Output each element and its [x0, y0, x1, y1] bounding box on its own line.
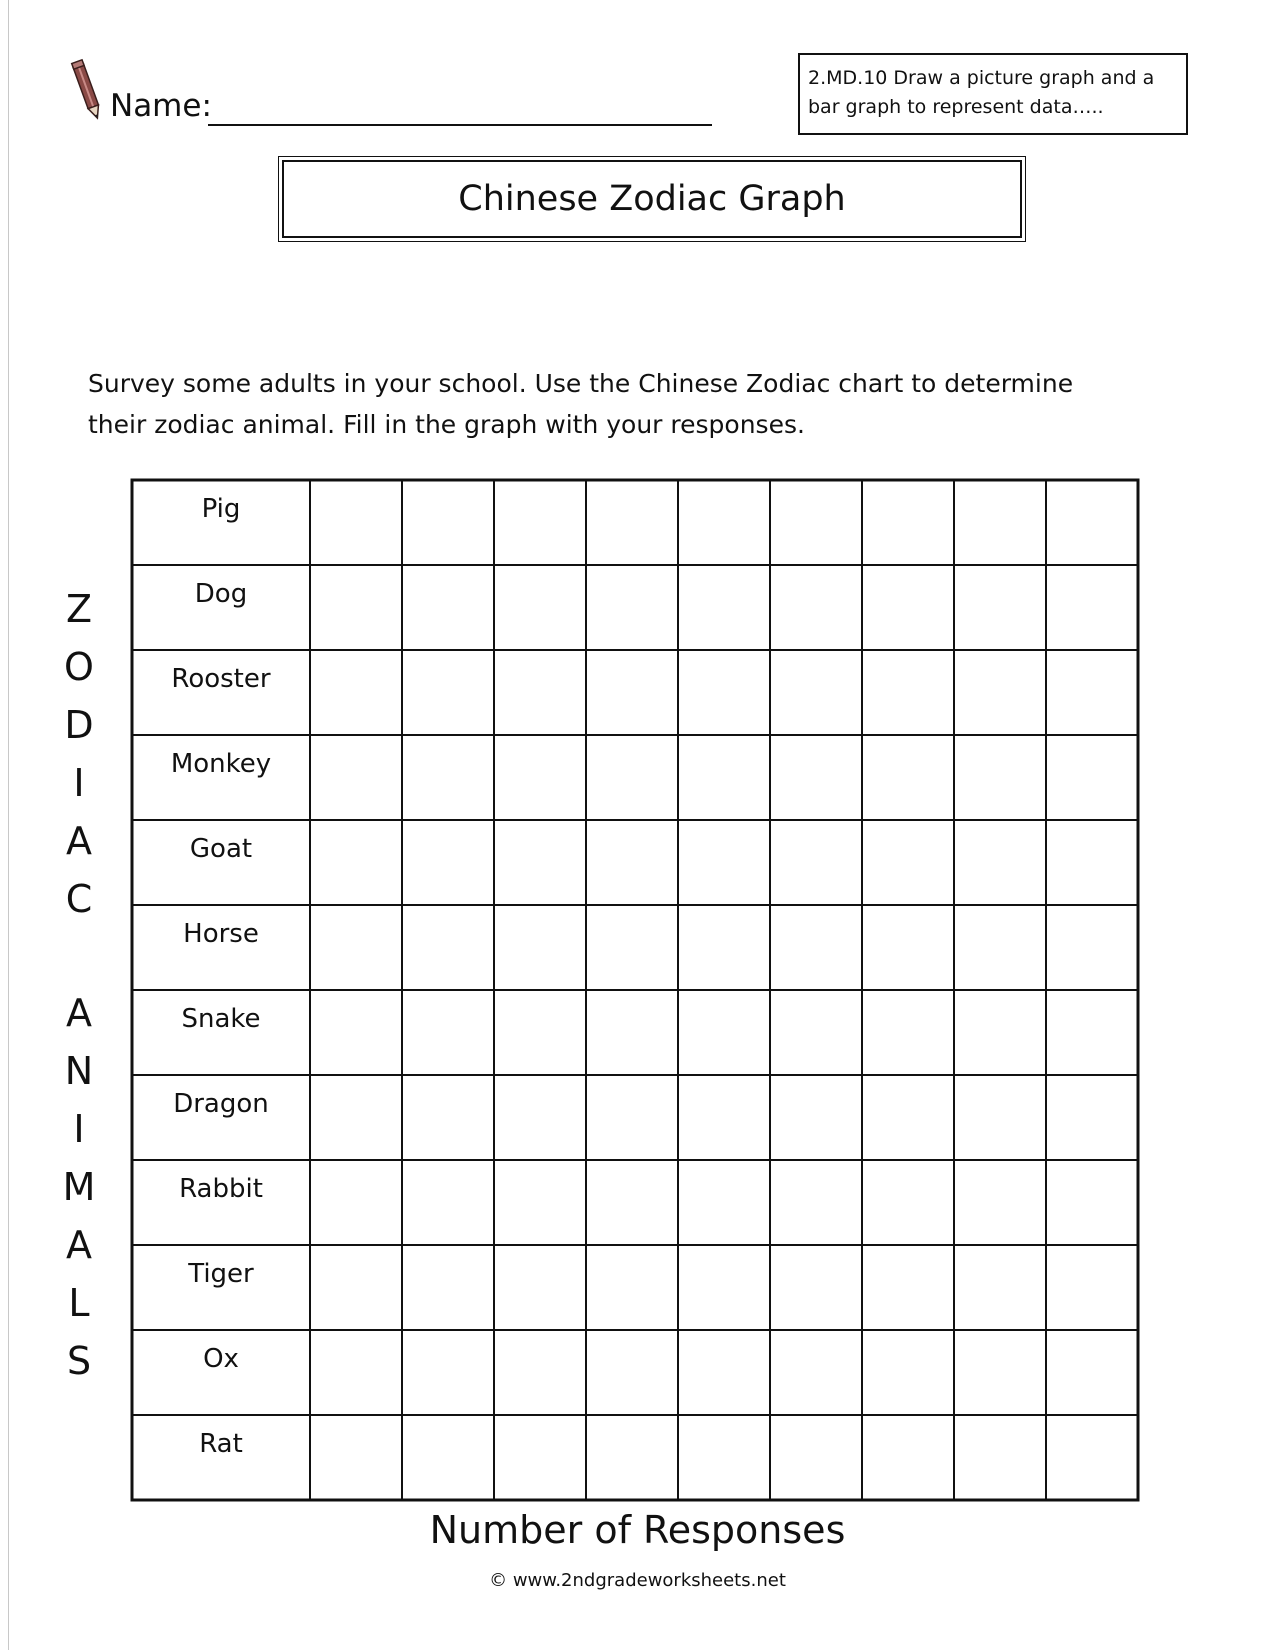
response-cell[interactable] [770, 905, 862, 990]
response-cell[interactable] [402, 1330, 494, 1415]
response-cell[interactable] [678, 990, 770, 1075]
response-cell[interactable] [586, 735, 678, 820]
response-cell[interactable] [770, 1160, 862, 1245]
vertical-label-letter: C [65, 877, 93, 921]
response-cell[interactable] [954, 1075, 1046, 1160]
response-cell[interactable] [310, 650, 402, 735]
response-cell[interactable] [1046, 1160, 1138, 1245]
response-cell[interactable] [494, 1245, 586, 1330]
row-label-dog: Dog [194, 579, 248, 609]
response-cell[interactable] [310, 1075, 402, 1160]
instructions-line-2: their zodiac animal. Fill in the graph with your responses. [88, 410, 805, 439]
row-label-dragon: Dragon [173, 1089, 269, 1119]
response-cell[interactable] [678, 650, 770, 735]
response-cell[interactable] [494, 1415, 586, 1500]
response-cell[interactable] [402, 905, 494, 990]
response-cell[interactable] [862, 480, 954, 565]
response-cell[interactable] [862, 1415, 954, 1500]
response-cell[interactable] [586, 1160, 678, 1245]
response-cell[interactable] [1046, 1330, 1138, 1415]
vertical-label-letter: L [68, 1281, 90, 1325]
response-cell[interactable] [402, 735, 494, 820]
response-cell[interactable] [1046, 990, 1138, 1075]
vertical-label-letter: M [62, 1165, 96, 1209]
vertical-label-letter: O [64, 645, 94, 689]
standard-text-line-2: bar graph to represent data….. [808, 96, 1104, 118]
row-label-pig: Pig [201, 494, 241, 524]
response-cell[interactable] [1046, 480, 1138, 565]
response-cell[interactable] [770, 1415, 862, 1500]
vertical-label-letter: N [64, 1049, 94, 1093]
response-cell[interactable] [770, 735, 862, 820]
vertical-label-letter: A [66, 1223, 92, 1267]
response-cell[interactable] [954, 820, 1046, 905]
response-cell[interactable] [954, 1160, 1046, 1245]
response-cell[interactable] [678, 1415, 770, 1500]
response-cell[interactable] [310, 1330, 402, 1415]
response-cell[interactable] [310, 565, 402, 650]
response-cell[interactable] [678, 735, 770, 820]
response-cell[interactable] [586, 1245, 678, 1330]
copyright-text: © www.2ndgradeworksheets.net [489, 1570, 786, 1591]
response-cell[interactable] [1046, 650, 1138, 735]
response-cell[interactable] [402, 990, 494, 1075]
response-cell[interactable] [954, 735, 1046, 820]
response-cell[interactable] [862, 650, 954, 735]
response-cell[interactable] [1046, 1415, 1138, 1500]
response-cell[interactable] [310, 1415, 402, 1500]
response-cell[interactable] [1046, 735, 1138, 820]
response-cell[interactable] [954, 480, 1046, 565]
response-cell[interactable] [586, 565, 678, 650]
response-cell[interactable] [310, 905, 402, 990]
response-cell[interactable] [586, 905, 678, 990]
response-cell[interactable] [494, 820, 586, 905]
response-cell[interactable] [310, 1160, 402, 1245]
instructions-line-1: Survey some adults in your school. Use the Chinese Zodiac chart to determine [88, 369, 1074, 398]
vertical-label-letter: S [66, 1339, 92, 1383]
response-cell[interactable] [862, 1160, 954, 1245]
response-cell[interactable] [310, 990, 402, 1075]
response-cell[interactable] [770, 820, 862, 905]
response-cell[interactable] [678, 905, 770, 990]
response-cell[interactable] [586, 820, 678, 905]
row-label-snake: Snake [181, 1004, 261, 1034]
row-label-monkey: Monkey [170, 749, 272, 779]
response-cell[interactable] [310, 820, 402, 905]
x-axis-label: Number of Responses [429, 1508, 846, 1552]
response-cell[interactable] [770, 565, 862, 650]
row-label-rat: Rat [199, 1429, 243, 1459]
response-cell[interactable] [402, 1245, 494, 1330]
vertical-label-letter: A [66, 991, 92, 1035]
response-cell[interactable] [678, 820, 770, 905]
vertical-label-letter: A [66, 819, 92, 863]
response-cell[interactable] [586, 1075, 678, 1160]
response-cell[interactable] [402, 1160, 494, 1245]
response-cell[interactable] [862, 1075, 954, 1160]
response-cell[interactable] [1046, 1245, 1138, 1330]
name-label: Name: [110, 88, 212, 124]
response-cell[interactable] [678, 480, 770, 565]
response-cell[interactable] [586, 990, 678, 1075]
vertical-label-letter: I [73, 761, 85, 805]
row-label-horse: Horse [183, 919, 259, 949]
response-cell[interactable] [862, 1330, 954, 1415]
response-cell[interactable] [1046, 1075, 1138, 1160]
row-label-tiger: Tiger [188, 1259, 254, 1289]
page-title: Chinese Zodiac Graph [282, 160, 1022, 238]
response-cell[interactable] [586, 650, 678, 735]
response-cell[interactable] [402, 650, 494, 735]
response-cell[interactable] [678, 1330, 770, 1415]
response-cell[interactable] [1046, 905, 1138, 990]
response-cell[interactable] [310, 735, 402, 820]
vertical-label-letter: D [64, 703, 94, 747]
response-cell[interactable] [586, 1330, 678, 1415]
response-cell[interactable] [954, 905, 1046, 990]
response-cell[interactable] [770, 990, 862, 1075]
response-cell[interactable] [770, 1330, 862, 1415]
response-cell[interactable] [494, 990, 586, 1075]
response-cell[interactable] [678, 1075, 770, 1160]
response-cell[interactable] [954, 1330, 1046, 1415]
response-cell[interactable] [770, 650, 862, 735]
response-cell[interactable] [1046, 565, 1138, 650]
response-cell[interactable] [402, 1075, 494, 1160]
row-label-rabbit: Rabbit [179, 1174, 263, 1204]
response-cell[interactable] [954, 990, 1046, 1075]
response-cell[interactable] [310, 1245, 402, 1330]
response-cell[interactable] [494, 1075, 586, 1160]
response-cell[interactable] [770, 1245, 862, 1330]
response-cell[interactable] [494, 565, 586, 650]
response-cell[interactable] [678, 1160, 770, 1245]
response-cell[interactable] [402, 820, 494, 905]
response-cell[interactable] [494, 735, 586, 820]
response-cell[interactable] [494, 905, 586, 990]
response-cell[interactable] [770, 480, 862, 565]
response-cell[interactable] [310, 480, 402, 565]
response-cell[interactable] [678, 1245, 770, 1330]
row-label-ox: Ox [203, 1344, 239, 1374]
response-cell[interactable] [954, 1415, 1046, 1500]
response-cell[interactable] [494, 1330, 586, 1415]
response-cell[interactable] [862, 990, 954, 1075]
response-cell[interactable] [678, 565, 770, 650]
response-cell[interactable] [770, 1075, 862, 1160]
response-cell[interactable] [862, 1245, 954, 1330]
response-cell[interactable] [494, 1160, 586, 1245]
response-cell[interactable] [954, 565, 1046, 650]
vertical-label-letter: Z [65, 587, 93, 631]
response-cell[interactable] [586, 1415, 678, 1500]
response-cell[interactable] [862, 905, 954, 990]
response-cell[interactable] [586, 480, 678, 565]
response-cell[interactable] [1046, 820, 1138, 905]
response-cell[interactable] [402, 480, 494, 565]
response-cell[interactable] [862, 820, 954, 905]
response-cell[interactable] [494, 480, 586, 565]
standard-text-line-1: 2.MD.10 Draw a picture graph and a [808, 67, 1155, 89]
row-label-goat: Goat [189, 834, 253, 864]
row-label-rooster: Rooster [171, 664, 271, 694]
response-cell[interactable] [954, 650, 1046, 735]
response-cell[interactable] [862, 565, 954, 650]
response-cell[interactable] [954, 1245, 1046, 1330]
response-cell[interactable] [402, 1415, 494, 1500]
vertical-label-letter: I [73, 1107, 85, 1151]
response-cell[interactable] [862, 735, 954, 820]
response-cell[interactable] [494, 650, 586, 735]
response-cell[interactable] [402, 565, 494, 650]
